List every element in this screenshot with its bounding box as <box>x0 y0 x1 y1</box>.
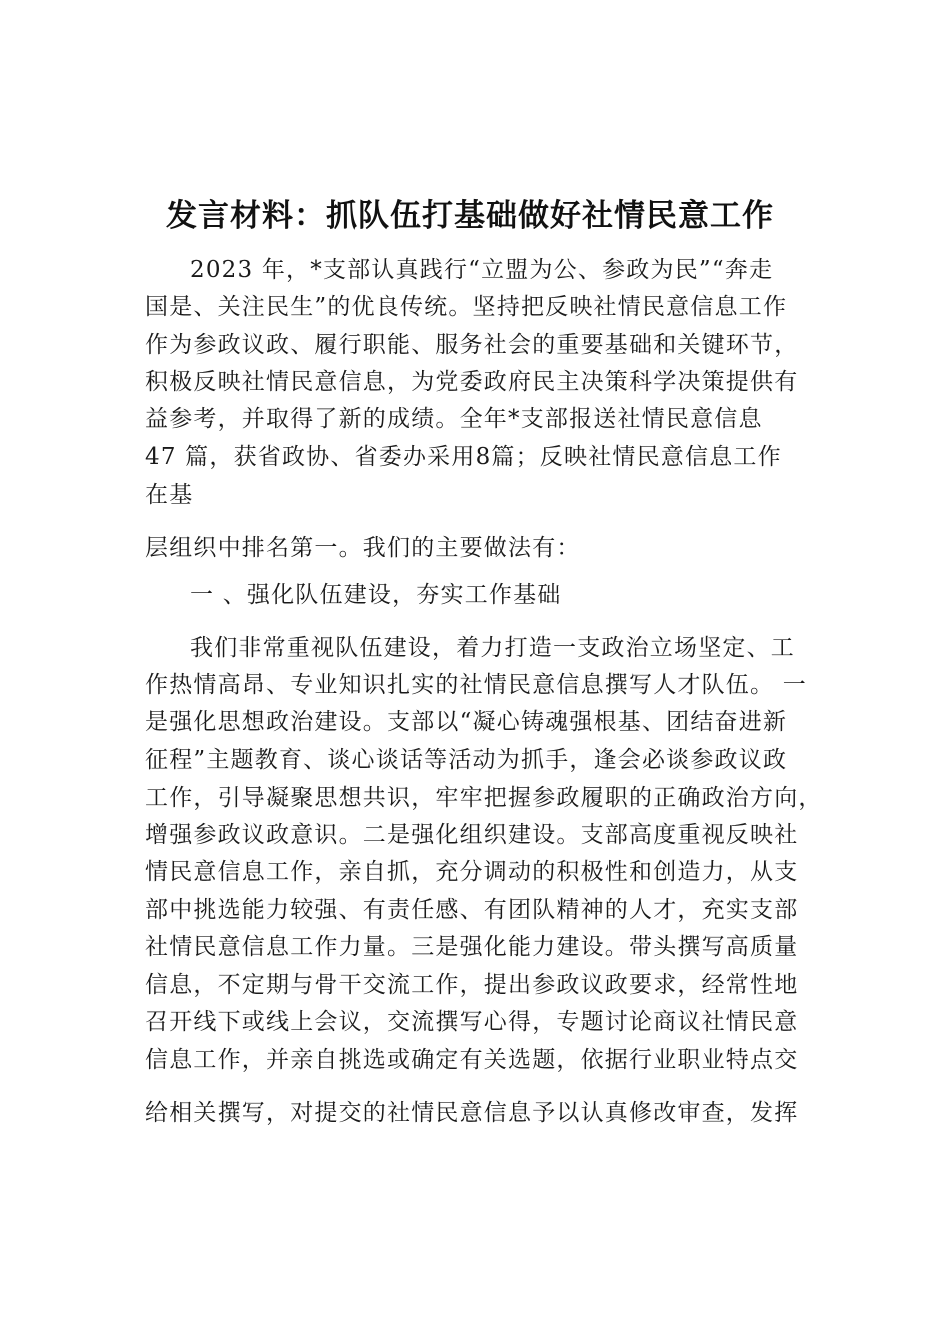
paragraph-line: 给相关撰写，对提交的社情民意信息予以认真修改审查，发挥 <box>145 1100 799 1126</box>
paragraph-line: 在基 <box>145 482 194 508</box>
paragraph-line: 信息，不定期与骨干交流工作，提出参政议政要求，经常性地 <box>145 972 799 998</box>
paragraph-line: 积极反映社情民意信息，为党委政府民主决策科学决策提供有 <box>145 369 799 395</box>
document-title: 发言材料：抓队伍打基础做好社情民意工作 <box>166 198 774 234</box>
paragraph-line: 工作，引导凝聚思想共识，牢牢把握参政履职的正确政治方向， <box>145 785 823 811</box>
paragraph-line: 是强化思想政治建设。支部以“凝心铸魂强根基、团结奋进新 <box>145 709 788 735</box>
paragraph-line: 47 篇，获省政协、省委办采用8篇；反映社情民意信息工作 <box>145 444 782 470</box>
paragraph-line: 益参考，并取得了新的成绩。全年*支部报送社情民意信息 <box>145 406 763 432</box>
paragraph-line: 作热情高昂、专业知识扎实的社情民意信息撰写人才队伍。 一 <box>145 672 807 698</box>
paragraph-line: 作为参政议政、履行职能、服务社会的重要基础和关键环节， <box>145 332 799 358</box>
paragraph-line: 召开线下或线上会议，交流撰写心得，专题讨论商议社情民意 <box>145 1009 799 1035</box>
paragraph-line: 增强参政议政意识。二是强化组织建设。支部高度重视反映社 <box>145 822 799 848</box>
paragraph-line: 2023 年，*支部认真践行“立盟为公、参政为民”“奔走 <box>190 257 774 283</box>
paragraph-line: 层组织中排名第一。我们的主要做法有： <box>145 535 581 561</box>
paragraph-line: 我们非常重视队伍建设，着力打造一支政治立场坚定、工 <box>190 635 795 661</box>
paragraph-line: 征程”主题教育、谈心谈话等活动为抓手，逢会必谈参政议政 <box>145 747 788 773</box>
paragraph-line: 情民意信息工作，亲自抓，充分调动的积极性和创造力，从支 <box>145 859 799 885</box>
paragraph-line: 信息工作，并亲自挑选或确定有关选题，依据行业职业特点交 <box>145 1047 799 1073</box>
paragraph-line: 社情民意信息工作力量。三是强化能力建设。带头撰写高质量 <box>145 934 799 960</box>
paragraph-line: 部中挑选能力较强、有责任感、有团队精神的人才，充实支部 <box>145 897 799 923</box>
paragraph-line: 国是、关注民生”的优良传统。坚持把反映社情民意信息工作 <box>145 294 788 320</box>
section-heading: 一 、强化队伍建设，夯实工作基础 <box>190 582 562 608</box>
